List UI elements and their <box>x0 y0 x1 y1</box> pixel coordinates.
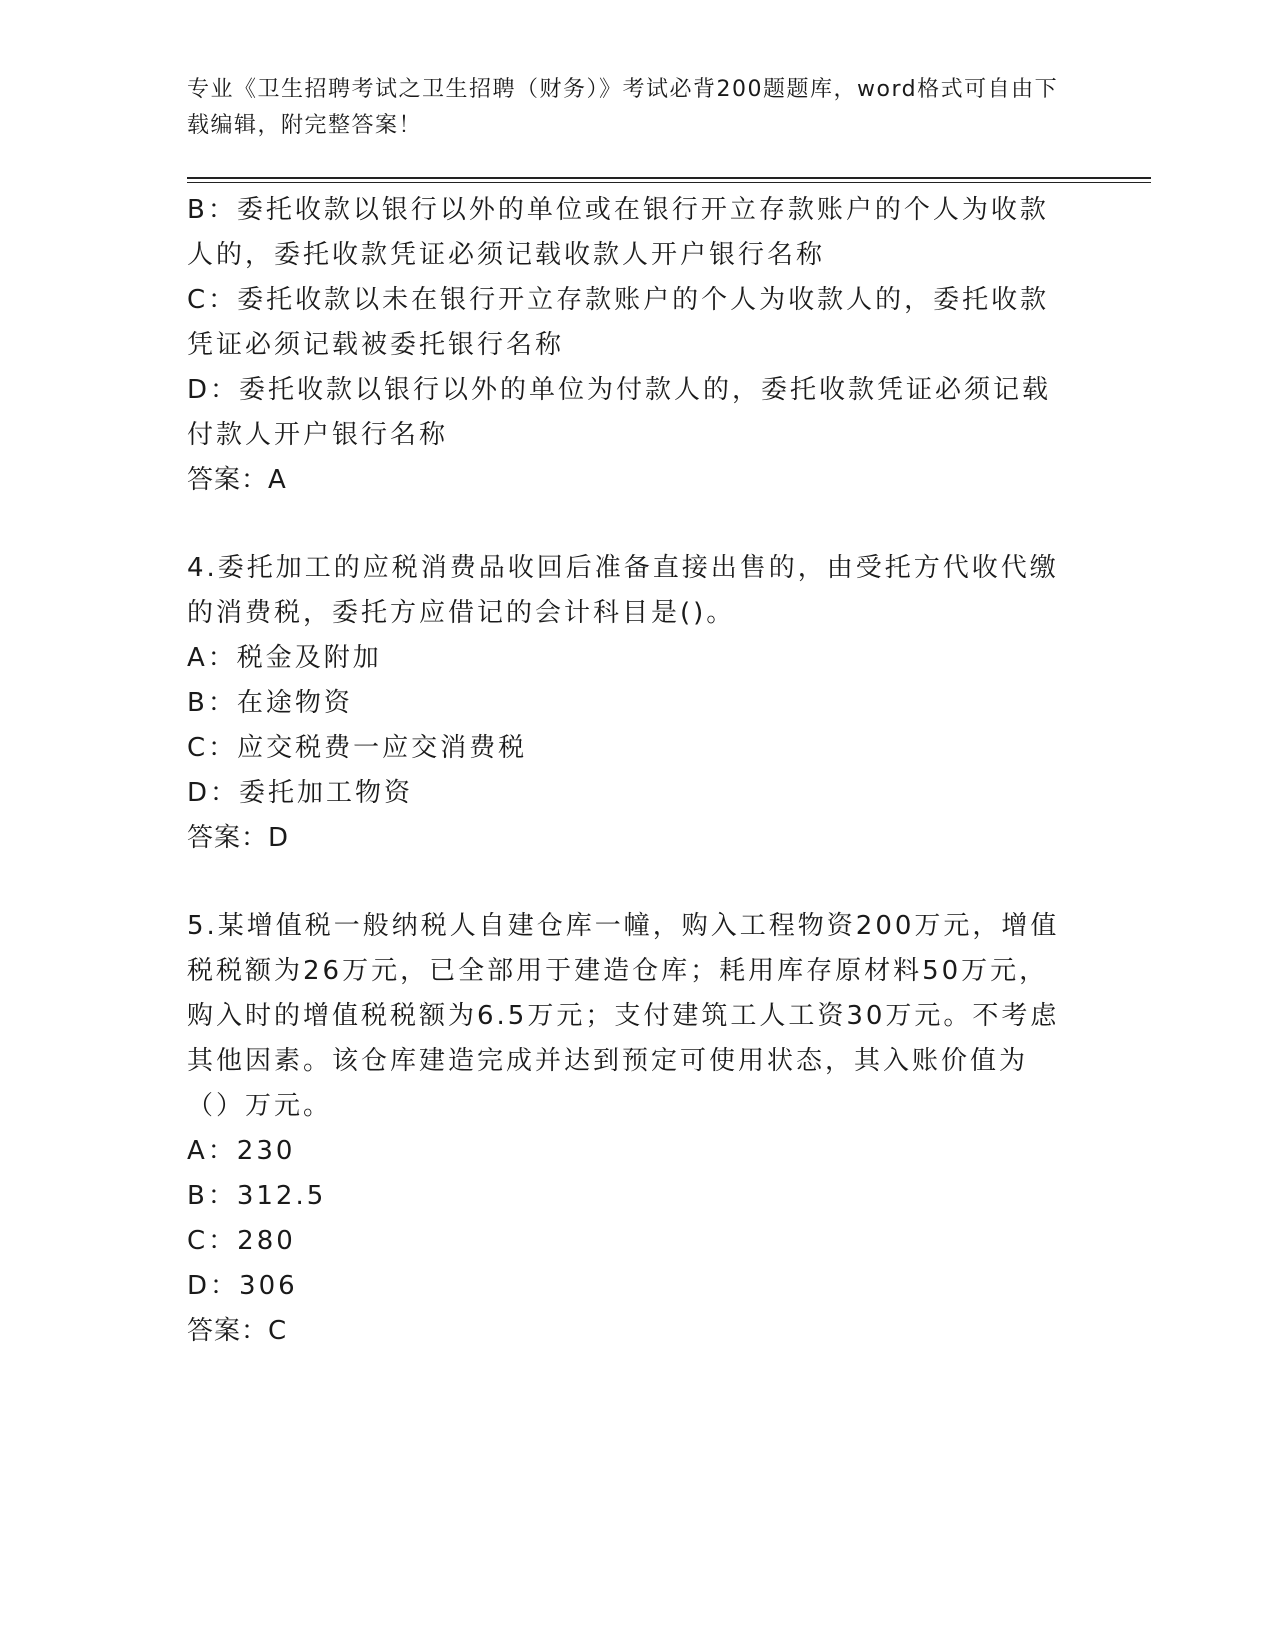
document-header: 专业《卫生招聘考试之卫生招聘（财务）》考试必背200题题库，word格式可自由下载编辑，附完整答案！ <box>187 77 1059 138</box>
option-c: C：委托收款以未在银行开立存款账户的个人为收款人的，委托收款凭证必须记载被委托银行名称 <box>187 285 1050 360</box>
question-text: 4.委托加工的应税消费品收回后准备直接出售的，由受托方代收代缴的消费税，委托方应借记的会计科目是()。 <box>187 553 1059 628</box>
option-d: D：委托收款以银行以外的单位为付款人的，委托收款凭证必须记载付款人开户银行名称 <box>187 375 1052 450</box>
answer-line: 答案：A <box>187 465 287 495</box>
option-c: C：应交税费一应交消费税 <box>187 733 528 763</box>
option-c: C：280 <box>187 1226 296 1256</box>
option-b: B：委托收款以银行以外的单位或在银行开立存款账户的个人为收款人的，委托收款凭证必须记载收款人开户银行名称 <box>187 195 1049 270</box>
option-d: D：306 <box>187 1271 298 1301</box>
answer-line: 答案：C <box>187 1316 288 1346</box>
question-spacer <box>187 861 1067 904</box>
document-body <box>187 188 1067 1354</box>
question-text: 5.某增值税一般纳税人自建仓库一幢，购入工程物资200万元，增值税税额为26万元，已全部用于建造仓库；耗用库存原材料50万元，购入时的增值税税额为6.5万元；支付建筑工人工资30万元。不考虑其他因素。该仓库建造完成并达到预定可使用状态，其入账价值为（）万元。 <box>187 911 1060 1121</box>
answer-line: 答案：D <box>187 823 290 853</box>
option-b: B：312.5 <box>187 1181 327 1211</box>
question-block-previous <box>187 188 1067 503</box>
option-a: A：230 <box>187 1136 296 1166</box>
option-a: A：税金及附加 <box>187 643 382 673</box>
option-b: B：在途物资 <box>187 688 353 718</box>
question-block-5 <box>187 904 1067 1354</box>
option-d: D：委托加工物资 <box>187 778 414 808</box>
question-spacer <box>187 503 1067 546</box>
header-rule-thick <box>187 177 1151 179</box>
question-block-4 <box>187 546 1067 861</box>
header-rule-thin <box>187 182 1151 183</box>
